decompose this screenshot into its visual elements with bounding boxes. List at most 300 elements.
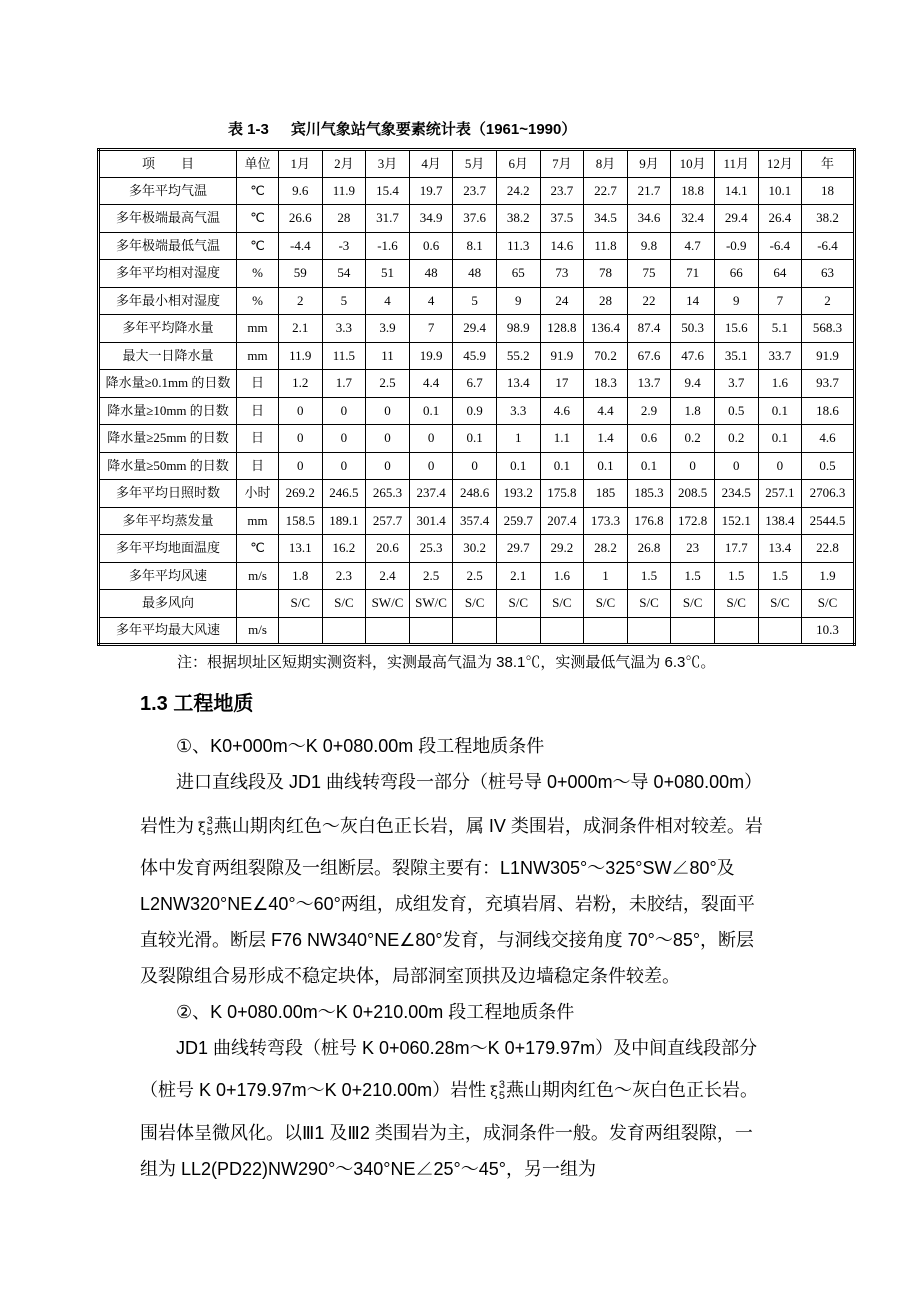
cell-month-value: 65 [496,260,540,288]
cell-month-value [453,617,497,645]
cell-month-value: 0 [671,452,715,480]
cell-month-value: 14.6 [540,232,584,260]
text-segment: 燕山期肉红色～灰白色正长岩。 [506,1080,759,1100]
cell-month-value: 0.6 [627,425,671,453]
cell-month-value: 0 [279,397,323,425]
cell-month-value: 15.4 [366,177,410,205]
cell-year: 38.2 [802,205,855,233]
cell-month-value: 7 [758,287,802,315]
cell-month-value: -0.9 [714,232,758,260]
cell-item: 降水量≥0.1mm 的日数 [99,370,237,398]
cell-month-value: 29.2 [540,535,584,563]
cell-month-value: 70.2 [584,342,628,370]
cell-item: 多年平均最大风速 [99,617,237,645]
cell-month-value: 24.2 [496,177,540,205]
cell-month-value: 0.1 [453,425,497,453]
subscript: 5 [498,1090,506,1103]
table-row [99,287,855,315]
cell-month-value: 0 [366,452,410,480]
cell-month-value [496,617,540,645]
cell-month-value [279,617,323,645]
table-row [99,590,855,618]
cell-month-value: 4 [366,287,410,315]
cell-month-value: S/C [279,590,323,618]
cell-month-value: 0 [409,452,453,480]
cell-month-value: 2.5 [409,562,453,590]
cell-month-value [409,617,453,645]
cell-month-value: 4.6 [540,397,584,425]
cell-month-value: 8.1 [453,232,497,260]
cell-month-value: 29.4 [714,205,758,233]
rock-symbol: ξ [490,1084,498,1100]
cell-item: 多年平均降水量 [99,315,237,343]
cell-item: 多年极端最低气温 [99,232,237,260]
cell-month-value: 3.3 [322,315,366,343]
cell-item: 多年平均风速 [99,562,237,590]
cell-month-value: 9.4 [671,370,715,398]
cell-month-value: 26.8 [627,535,671,563]
cell-month-value: 5.1 [758,315,802,343]
cell-month-value: 257.1 [758,480,802,508]
cell-year: 22.8 [802,535,855,563]
cell-month-value: S/C [758,590,802,618]
cell-month-value: 2.5 [366,370,410,398]
cell-month-value: 37.6 [453,205,497,233]
cell-year: 10.3 [802,617,855,645]
header-month: 9月 [627,150,671,178]
cell-month-value: 185.3 [627,480,671,508]
cell-month-value: 1.5 [758,562,802,590]
paragraph-line: 及裂隙组合易形成不稳定块体，局部洞室顶拱及边墙稳定条件较差。 [140,966,680,986]
table-row [99,260,855,288]
cell-month-value: 1 [496,425,540,453]
cell-unit: ℃ [237,205,279,233]
cell-unit: 日 [237,397,279,425]
cell-month-value: 1.8 [279,562,323,590]
cell-month-value: 26.4 [758,205,802,233]
cell-month-value: 51 [366,260,410,288]
cell-month-value: 259.7 [496,507,540,535]
rock-symbol: ξ [198,820,206,836]
cell-month-value: 4 [409,287,453,315]
cell-month-value: 0.5 [714,397,758,425]
header-item: 项 目 [99,150,237,178]
paragraph-line [140,1080,758,1102]
cell-month-value: S/C [584,590,628,618]
header-unit: 单位 [237,150,279,178]
cell-month-value: 2.9 [627,397,671,425]
cell-month-value: 0 [758,452,802,480]
cell-month-value: 38.2 [496,205,540,233]
text-segment: （桩号 K 0+179.97m～K 0+210.00m）岩性 [140,1080,487,1100]
cell-month-value: 0.2 [671,425,715,453]
cell-month-value: 3.7 [714,370,758,398]
cell-month-value: 24 [540,287,584,315]
cell-month-value: 0 [279,452,323,480]
cell-month-value: 71 [671,260,715,288]
cell-month-value: 0.2 [714,425,758,453]
table-row [99,315,855,343]
table-title: 宾川气象站气象要素统计表（1961~1990） [290,121,577,138]
cell-month-value: 208.5 [671,480,715,508]
cell-month-value: 5 [322,287,366,315]
cell-month-value: 357.4 [453,507,497,535]
cell-month-value: 75 [627,260,671,288]
cell-month-value: S/C [496,590,540,618]
cell-month-value: 28 [322,205,366,233]
cell-month-value: 21.7 [627,177,671,205]
cell-month-value: 6.7 [453,370,497,398]
cell-month-value [671,617,715,645]
cell-month-value: 34.5 [584,205,628,233]
cell-year: 91.9 [802,342,855,370]
table-row [99,535,855,563]
cell-month-value: 4.4 [409,370,453,398]
cell-item: 降水量≥10mm 的日数 [99,397,237,425]
cell-month-value: 35.1 [714,342,758,370]
cell-month-value: S/C [714,590,758,618]
table-caption [228,121,576,139]
cell-year: 2706.3 [802,480,855,508]
cell-month-value: 1.5 [627,562,671,590]
cell-month-value: 23 [671,535,715,563]
subscript: 5 [206,826,213,839]
cell-month-value: 0.1 [496,452,540,480]
cell-item: 最大一日降水量 [99,342,237,370]
cell-month-value: 15.6 [714,315,758,343]
cell-month-value: 0.1 [409,397,453,425]
cell-month-value: 50.3 [671,315,715,343]
cell-month-value: 54 [322,260,366,288]
cell-item: 多年平均蒸发量 [99,507,237,535]
cell-month-value: 2.1 [279,315,323,343]
cell-month-value: 0 [714,452,758,480]
cell-month-value: 7 [409,315,453,343]
cell-month-value: -6.4 [758,232,802,260]
table-row [99,617,855,645]
cell-month-value: 1.5 [714,562,758,590]
cell-month-value: 28 [584,287,628,315]
cell-unit: % [237,287,279,315]
table-row [99,507,855,535]
cell-month-value: 248.6 [453,480,497,508]
cell-month-value: S/C [671,590,715,618]
cell-unit: % [237,260,279,288]
superscript: 3 [206,815,213,828]
cell-item: 最多风向 [99,590,237,618]
cell-month-value: S/C [453,590,497,618]
cell-month-value: -4.4 [279,232,323,260]
cell-month-value: 66 [714,260,758,288]
cell-month-value: 20.6 [366,535,410,563]
cell-month-value: 265.3 [366,480,410,508]
paragraph-line: 直较光滑。断层 F76 NW340°NE∠80°发育，与洞线交接角度 70°～85°，断层 [140,930,755,950]
cell-unit [237,590,279,618]
cell-year: 18.6 [802,397,855,425]
part2-title: ②、K 0+080.00m～K 0+210.00m 段工程地质条件 [176,1002,575,1022]
cell-month-value: 59 [279,260,323,288]
table-header-row [99,150,855,178]
cell-month-value: 237.4 [409,480,453,508]
cell-month-value: 14 [671,287,715,315]
cell-month-value: 18.3 [584,370,628,398]
cell-month-value [322,617,366,645]
cell-month-value: 0.1 [540,452,584,480]
cell-month-value: 14.1 [714,177,758,205]
cell-unit: m/s [237,617,279,645]
cell-month-value: 19.7 [409,177,453,205]
superscript: 3 [498,1079,506,1092]
cell-month-value: 11.9 [279,342,323,370]
cell-month-value [758,617,802,645]
cell-year: 0.5 [802,452,855,480]
cell-month-value: 269.2 [279,480,323,508]
cell-item: 降水量≥25mm 的日数 [99,425,237,453]
cell-month-value: 28.2 [584,535,628,563]
cell-month-value: 11.8 [584,232,628,260]
cell-month-value [366,617,410,645]
header-month: 11月 [714,150,758,178]
cell-month-value: 67.6 [627,342,671,370]
cell-month-value: 138.4 [758,507,802,535]
cell-item: 多年最小相对湿度 [99,287,237,315]
cell-month-value: 29.7 [496,535,540,563]
cell-month-value: 33.7 [758,342,802,370]
cell-month-value: 185 [584,480,628,508]
cell-month-value: 3.9 [366,315,410,343]
cell-month-value: 23.7 [453,177,497,205]
cell-month-value: 19.9 [409,342,453,370]
cell-month-value: 1.8 [671,397,715,425]
cell-month-value [540,617,584,645]
header-month: 6月 [496,150,540,178]
cell-year: 2 [802,287,855,315]
paragraph-line: 体中发育两组裂隙及一组断层。裂隙主要有：L1NW305°～325°SW∠80°及 [140,858,735,878]
table-row [99,397,855,425]
cell-month-value: 9 [714,287,758,315]
cell-month-value: 0 [322,425,366,453]
cell-month-value: 10.1 [758,177,802,205]
cell-month-value: 91.9 [540,342,584,370]
cell-month-value: 26.6 [279,205,323,233]
cell-year: -6.4 [802,232,855,260]
cell-month-value: 17.7 [714,535,758,563]
header-month: 2月 [322,150,366,178]
table-row [99,342,855,370]
cell-month-value: 16.2 [322,535,366,563]
cell-month-value: 11 [366,342,410,370]
cell-month-value: S/C [322,590,366,618]
rock-symbol-index [207,816,213,838]
cell-month-value: 152.1 [714,507,758,535]
cell-month-value: 0 [409,425,453,453]
cell-month-value [714,617,758,645]
cell-year: 63 [802,260,855,288]
cell-unit: m/s [237,562,279,590]
header-month: 12月 [758,150,802,178]
cell-month-value: 234.5 [714,480,758,508]
header-month: 4月 [409,150,453,178]
cell-month-value: 32.4 [671,205,715,233]
cell-month-value: SW/C [366,590,410,618]
table-row [99,425,855,453]
cell-unit: 日 [237,425,279,453]
paragraph-line [140,816,763,838]
paragraph-line: 进口直线段及 JD1 曲线转弯段一部分（桩号导 0+000m～导 0+080.00m） [176,772,763,792]
table-row [99,177,855,205]
cell-unit: ℃ [237,177,279,205]
cell-month-value: 30.2 [453,535,497,563]
cell-month-value: 11.3 [496,232,540,260]
cell-month-value: 29.4 [453,315,497,343]
cell-month-value: 87.4 [627,315,671,343]
cell-month-value: 0.1 [758,397,802,425]
cell-month-value: 2 [279,287,323,315]
cell-month-value: 193.2 [496,480,540,508]
cell-month-value: 11.5 [322,342,366,370]
cell-month-value: 2.5 [453,562,497,590]
cell-month-value: 2.1 [496,562,540,590]
cell-unit: mm [237,342,279,370]
cell-month-value: S/C [540,590,584,618]
cell-month-value: 22 [627,287,671,315]
cell-month-value [584,617,628,645]
cell-month-value: 13.4 [758,535,802,563]
cell-month-value: 1.7 [322,370,366,398]
header-year: 年 [802,150,855,178]
cell-year: 93.7 [802,370,855,398]
cell-month-value: 0.9 [453,397,497,425]
cell-year: 2544.5 [802,507,855,535]
cell-month-value: 2.3 [322,562,366,590]
cell-month-value: 22.7 [584,177,628,205]
cell-month-value: 4.7 [671,232,715,260]
cell-month-value: 9 [496,287,540,315]
cell-unit: ℃ [237,232,279,260]
cell-month-value: 37.5 [540,205,584,233]
cell-month-value: 1.6 [540,562,584,590]
header-month: 5月 [453,150,497,178]
cell-month-value: 0 [322,452,366,480]
paragraph-line: 围岩体呈微风化。以Ⅲ1 及Ⅲ2 类围岩为主，成洞条件一般。发育两组裂隙，一 [140,1123,753,1143]
table-row [99,370,855,398]
cell-month-value: 301.4 [409,507,453,535]
cell-month-value: 11.9 [322,177,366,205]
cell-month-value: 5 [453,287,497,315]
cell-month-value: 0.1 [758,425,802,453]
table-body [99,177,855,645]
cell-year: S/C [802,590,855,618]
cell-month-value: 0 [366,397,410,425]
cell-month-value: 0 [453,452,497,480]
cell-month-value: 18.8 [671,177,715,205]
cell-month-value: 128.8 [540,315,584,343]
cell-month-value [627,617,671,645]
cell-item: 降水量≥50mm 的日数 [99,452,237,480]
cell-item: 多年平均日照时数 [99,480,237,508]
cell-month-value: 48 [453,260,497,288]
cell-month-value: 17 [540,370,584,398]
cell-month-value: 172.8 [671,507,715,535]
paragraph-line: L2NW320°NE∠40°～60°两组，成组发育，充填岩屑、岩粉，未胶结，裂面平 [140,894,755,914]
cell-month-value: 0 [322,397,366,425]
cell-item: 多年极端最高气温 [99,205,237,233]
cell-month-value: 45.9 [453,342,497,370]
cell-month-value: 176.8 [627,507,671,535]
cell-unit: 小时 [237,480,279,508]
cell-month-value: 1 [584,562,628,590]
section-heading: 1.3 工程地质 [140,693,254,715]
cell-month-value: 13.4 [496,370,540,398]
cell-year: 4.6 [802,425,855,453]
header-month: 8月 [584,150,628,178]
cell-month-value: 34.9 [409,205,453,233]
header-month: 1月 [279,150,323,178]
header-month: 3月 [366,150,410,178]
cell-month-value: 47.6 [671,342,715,370]
cell-year: 1.9 [802,562,855,590]
cell-month-value: SW/C [409,590,453,618]
paragraph-line: JD1 曲线转弯段（桩号 K 0+060.28m～K 0+179.97m）及中间直线段部分 [176,1038,758,1058]
cell-month-value: 246.5 [322,480,366,508]
cell-month-value: 158.5 [279,507,323,535]
cell-month-value: 31.7 [366,205,410,233]
cell-month-value: 257.7 [366,507,410,535]
cell-month-value: 136.4 [584,315,628,343]
cell-month-value: S/C [627,590,671,618]
cell-month-value: 1.1 [540,425,584,453]
cell-unit: mm [237,315,279,343]
cell-year: 568.3 [802,315,855,343]
cell-month-value: 0.1 [584,452,628,480]
cell-month-value: 1.5 [671,562,715,590]
cell-month-value: 4.4 [584,397,628,425]
cell-month-value: 48 [409,260,453,288]
cell-month-value: 0 [279,425,323,453]
cell-month-value: 175.8 [540,480,584,508]
text-segment: 燕山期肉红色～灰白色正长岩，属 IV 类围岩，成洞条件相对较差。岩 [213,816,763,836]
cell-month-value: 173.3 [584,507,628,535]
cell-month-value: 2.4 [366,562,410,590]
cell-month-value: 9.6 [279,177,323,205]
cell-month-value: 1.6 [758,370,802,398]
cell-month-value: 0.1 [627,452,671,480]
cell-month-value: 73 [540,260,584,288]
cell-unit: 日 [237,370,279,398]
cell-month-value: 23.7 [540,177,584,205]
paragraph-line: 组为 LL2(PD22)NW290°～340°NE∠25°～45°，另一组为 [140,1159,596,1179]
cell-month-value: 34.6 [627,205,671,233]
table-row [99,452,855,480]
cell-item: 多年平均相对湿度 [99,260,237,288]
part1-title: ①、K0+000m～K 0+080.00m 段工程地质条件 [176,736,545,756]
cell-month-value: 25.3 [409,535,453,563]
table-row [99,232,855,260]
cell-month-value: 64 [758,260,802,288]
cell-month-value: 0 [366,425,410,453]
table-row [99,205,855,233]
cell-item: 多年平均气温 [99,177,237,205]
cell-month-value: 1.4 [584,425,628,453]
table-row [99,480,855,508]
cell-unit: 日 [237,452,279,480]
meteorological-table [97,148,856,646]
cell-month-value: 207.4 [540,507,584,535]
cell-year: 18 [802,177,855,205]
cell-month-value: 1.2 [279,370,323,398]
cell-month-value: 0.6 [409,232,453,260]
table-label: 表 1-3 [228,121,269,138]
